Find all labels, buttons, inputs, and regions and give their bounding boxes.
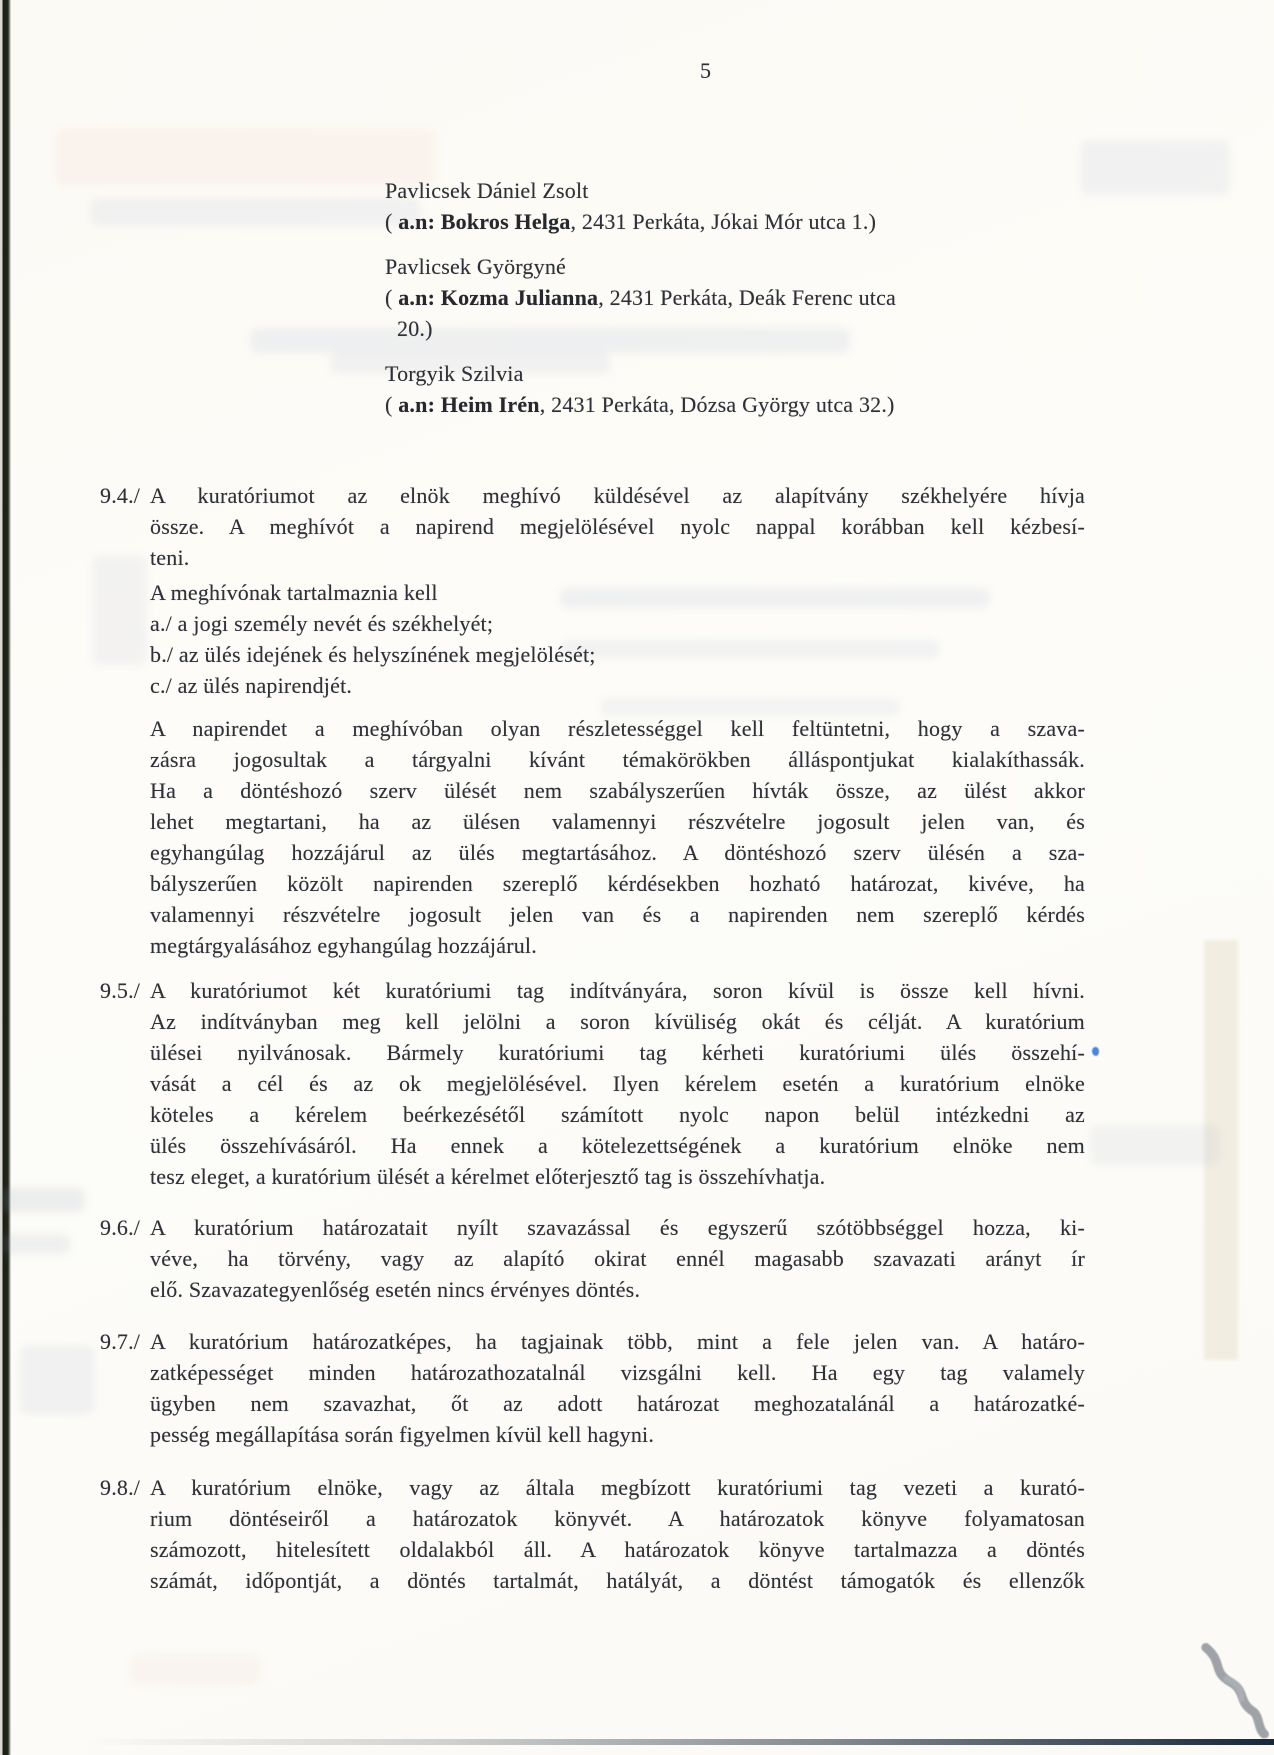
bleed-through-mark [1090,1125,1220,1165]
text-line: ügyben nem szavazhat, őt az adott határozat meghozatalánál a határozatké- [150,1391,1085,1416]
text-line: lehet megtartani, ha az ülésen valamennyi részvételre jogosult jelen van, és [150,809,1085,834]
text-line: Ha a döntéshozó szerv ülését nem szabályszerűen hívták össze, az ülést akkor [150,778,1085,803]
trustee-name: Pavlicsek Györgyné [385,254,566,279]
section-9-4 [100,480,1085,961]
text-line: bályszerűen közölt napirenden szereplő kérdésekben hozható határozat, kivéve, ha [150,871,1085,896]
scan-edge-left [0,0,11,1755]
beige-band [1204,940,1238,1360]
trustee-address: , 2431 Perkáta, Dózsa György utca 32.) [539,392,895,417]
paren-open: ( [385,209,399,234]
section-number: 9.7./ [100,1329,141,1354]
bleed-through-mark [90,198,420,226]
text-line: teni. [150,545,190,570]
section-9-6 [100,1212,1085,1305]
text-line: ülés összehívásáról. Ha ennek a kötelezettségének a kuratórium elnöke nem [150,1133,1085,1158]
pen-mark [1191,1633,1274,1746]
text-line: véve, ha törvény, vagy az alapító okirat ennél magasabb szavazati arányt ír [150,1246,1085,1271]
text-line: zásra jogosultak a tárgyalni kívánt témakörökben álláspontjukat kialakíthassák. [150,747,1085,772]
paragraph [150,713,1085,961]
trustee-address: , 2431 Perkáta, Deák Ferenc utca [598,285,897,310]
trustee-block-1 [385,175,1025,237]
trustee-name: Torgyik Szilvia [385,361,524,386]
text-line: A napirendet a meghívóban olyan részletességgel kell feltüntetni, hogy a szava- [150,716,1085,741]
section-number: 9.8./ [100,1475,141,1500]
text-line: számozott, hitelesített oldalakból áll. A határozatok könyve tartalmazza a döntés [150,1537,1085,1562]
text-line: Az indítványban meg kell jelölni a soron kívüliség okát és célját. A kuratórium [150,1009,1085,1034]
section-9-8 [100,1472,1085,1596]
paragraph [150,1472,1085,1596]
trustee-detail [385,282,1025,313]
trustee-name: Pavlicsek Dániel Zsolt [385,178,589,203]
paragraph [150,480,1085,573]
section-number: 9.5./ [100,978,141,1003]
text-line: c./ az ülés napirendjét. [150,673,353,698]
section-body [150,1326,1085,1450]
text-line: egyhangúlag hozzájárul az ülés megtartásához. A döntéshozó szerv ülésén a sza- [150,840,1085,865]
paragraph [150,1326,1085,1450]
text-line: A kuratórium határozatait nyílt szavazással és egyszerű szótöbbséggel hozza, ki- [150,1215,1085,1240]
text-line: zatképességet minden határozathozatalnál vizsgálni kell. Ha egy tag valamely [150,1360,1085,1385]
bleed-through-mark [20,1345,95,1415]
paragraph [150,1212,1085,1305]
trustee-detail [385,389,1025,420]
text-line: a./ a jogi személy nevét és székhelyét; [150,611,494,636]
text-line: valamennyi részvételre jogosult jelen van és a napirenden nem szereplő kérdés [150,902,1085,927]
trustee-address: , 2431 Perkáta, Jókai Mór utca 1.) [570,209,877,234]
trustee-detail [385,206,1025,237]
scan-shadow-bottom [85,1739,1274,1745]
mother-name: a.n: Kozma Julianna [398,285,599,310]
text-line: elő. Szavazategyenlőség esetén nincs érvényes döntés. [150,1277,641,1302]
section-body [150,975,1085,1192]
paragraph [150,975,1085,1192]
section-body [150,1212,1085,1305]
page-number: 5 [700,58,712,83]
paren-open: ( [385,392,399,417]
bleed-through-mark [130,1655,260,1685]
text-line: vását a cél és az ok megjelölésével. Ilyen kérelem esetén a kuratórium elnöke [150,1071,1085,1096]
blue-speck [1092,1047,1099,1056]
mother-name: a.n: Heim Irén [398,392,540,417]
text-line: számát, időpontját, a döntés tartalmát, hatályát, a döntést támogatók és ellenzők [150,1568,1085,1593]
bleed-through-mark [55,128,435,186]
section-body [150,480,1085,961]
bleed-through-mark [1080,140,1230,195]
text-line: b./ az ülés idejének és helyszínének megjelölését; [150,642,596,667]
trustee-block-3 [385,358,1025,420]
text-line: össze. A meghívót a napirend megjelölésével nyolc nappal korábban kell kézbesí- [150,514,1085,539]
trustee-address-line2: 20.) [397,316,433,341]
text-line: ülései nyilvánosak. Bármely kuratóriumi tag kérheti kuratóriumi ülés összehí- [150,1040,1085,1065]
trustee-block-2 [385,251,1025,344]
text-line: A meghívónak tartalmaznia kell [150,580,438,605]
text-line: köteles a kérelem beérkezésétől számított nyolc napon belül intézkedni az [150,1102,1085,1127]
section-number: 9.4./ [100,483,141,508]
invite-contents-list [150,577,1085,701]
text-line: pesség megállapítása során figyelmen kívül kell hagyni. [150,1422,655,1447]
section-body [150,1472,1085,1596]
text-line: A kuratórium határozatképes, ha tagjainak több, mint a fele jelen van. A határo- [150,1329,1085,1354]
section-number: 9.6./ [100,1215,141,1240]
text-line: A kuratóriumot az elnök meghívó küldésével az alapítvány székhelyére hívja [150,483,1085,508]
section-9-5 [100,975,1085,1192]
paren-open: ( [385,285,399,310]
text-line: A kuratóriumot két kuratóriumi tag indítványára, soron kívül is össze kell hívni. [150,978,1085,1003]
text-line: tesz eleget, a kuratórium ülését a kérelmet előterjesztő tag is összehívhatja. [150,1164,826,1189]
section-9-7 [100,1326,1085,1450]
text-line: rium döntéseiről a határozatok könyvét. A határozatok könyve folyamatosan [150,1506,1085,1531]
text-line: A kuratórium elnöke, vagy az általa megbízott kuratóriumi tag vezeti a kurató- [150,1475,1085,1500]
bleed-through-mark [0,1188,85,1212]
mother-name: a.n: Bokros Helga [398,209,571,234]
text-line: megtárgyalásához egyhangúlag hozzájárul. [150,933,537,958]
